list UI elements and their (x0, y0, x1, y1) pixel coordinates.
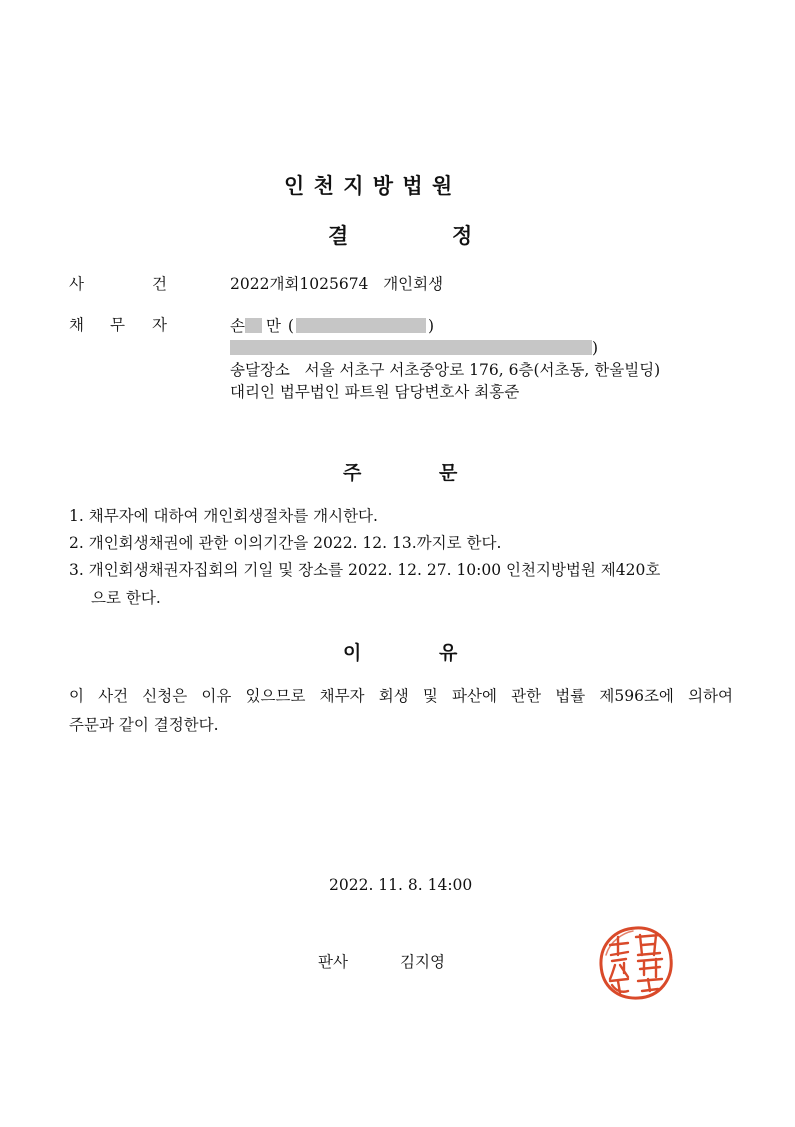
order-item-1: 1. 채무자에 대하여 개인회생절차를 개시한다. (69, 507, 378, 525)
debtor-label-char-1: 채 (69, 316, 84, 334)
address-close-paren: ) (592, 339, 599, 357)
debtor-label-char-2: 무 (110, 316, 125, 334)
id-close-paren: ) (427, 317, 435, 335)
order-item-3: 3. 개인회생채권자집회의 기일 및 장소를 2022. 12. 27. 10:00 인천지방법원 제420호 (69, 561, 661, 579)
decision-date: 2022. 11. 8. 14:00 (329, 876, 473, 894)
case-number: 2022개회1025674 개인회생 (230, 275, 444, 293)
id-redaction (296, 318, 426, 333)
debtor-name-first: 손 (230, 317, 245, 335)
order-item-2: 2. 개인회생채권에 관한 이의기간을 2022. 12. 13.까지로 한다. (69, 534, 502, 552)
reason-title-char-1: 이 (343, 642, 362, 664)
agent-line: 대리인 법무법인 파트원 담당변호사 최홍준 (230, 383, 520, 401)
service-address: 송달장소 서울 서초구 서초중앙로 176, 6층(서초동, 한울빌딩) (230, 361, 661, 379)
debtor-address-line (230, 340, 598, 357)
address-redaction (230, 340, 592, 355)
reason-title-char-2: 유 (439, 642, 458, 664)
judge-seal-stamp (598, 925, 674, 1001)
debtor-name-line (230, 318, 434, 335)
case-label-char-1: 사 (69, 275, 84, 293)
court-name: 인 천 지 방 법 원 (284, 174, 454, 198)
reason-line-2: 주문과 같이 결정한다. (69, 716, 219, 734)
doc-type-char-1: 결 (328, 224, 349, 248)
name-redaction (245, 318, 262, 333)
order-title-char-2: 문 (439, 462, 458, 484)
order-title-char-1: 주 (343, 462, 362, 484)
id-open-paren: ( (287, 317, 294, 335)
judge-name: 김지영 (400, 953, 445, 971)
reason-line-1: 이 사건 신청은 이유 있으므로 채무자 회생 및 파산에 관한 법률 제596조에 의하여 (69, 687, 733, 705)
order-item-3-continued: 으로 한다. (91, 589, 161, 607)
debtor-name-last: 만 (265, 317, 281, 335)
debtor-label-char-3: 자 (152, 316, 167, 334)
doc-type-char-2: 정 (452, 224, 473, 248)
case-label-char-2: 건 (152, 275, 167, 293)
judge-label: 판사 (318, 953, 348, 971)
